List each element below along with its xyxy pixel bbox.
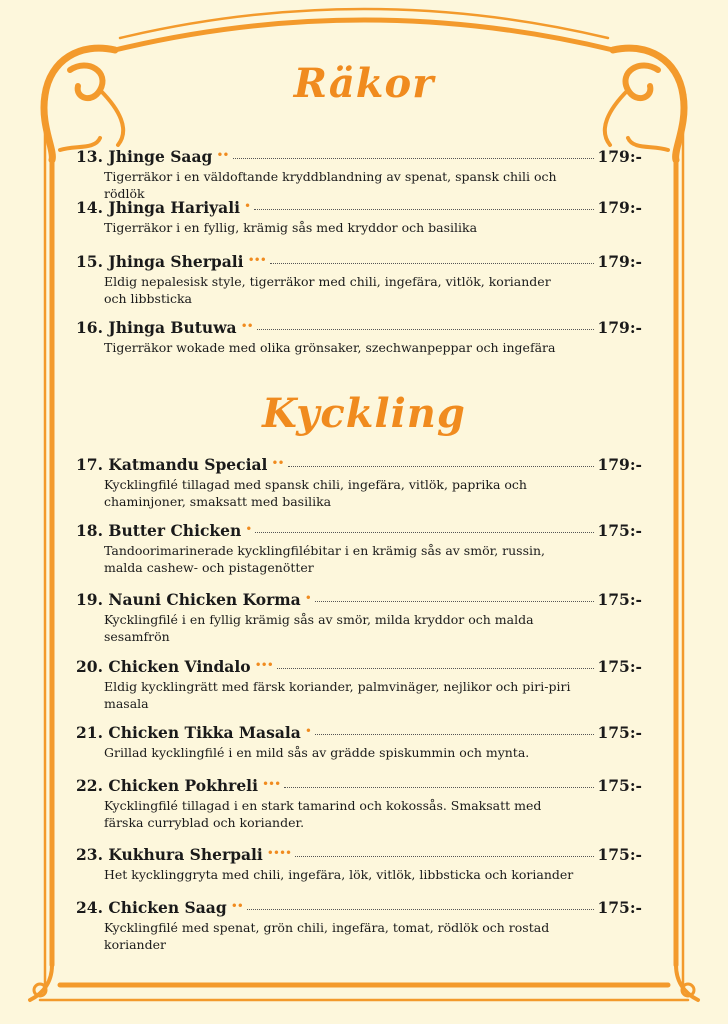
section-title-kyckling: Kyckling [262, 390, 466, 437]
item-description: Grillad kycklingfilé i en mild sås av grädde spiskummin och mynta. [104, 745, 530, 760]
spice-level-icon: • [304, 591, 311, 605]
item-price: 175:- [597, 845, 642, 864]
item-price: 175:- [597, 657, 642, 676]
item-name: 23. Kukhura Sherpali [76, 845, 263, 864]
item-description: Tigerräkor wokade med olika grönsaker, szechwanpeppar och ingefära [104, 340, 556, 355]
menu-item [76, 198, 642, 236]
item-price: 175:- [597, 776, 642, 795]
dot-leader [254, 209, 594, 210]
spice-level-icon: • [243, 199, 251, 213]
item-description: Kycklingfilé tillagad med spansk chili, ingefära, vitlök, paprika och chaminjoner, smaksatt med basilika [104, 477, 527, 509]
menu-item [76, 318, 642, 356]
item-name: 16. Jhinga Butuwa [76, 318, 237, 337]
dot-leader [255, 532, 594, 533]
item-price: 175:- [597, 723, 642, 742]
spice-level-icon: ••• [261, 777, 281, 791]
menu-item [76, 590, 642, 645]
item-name: 22. Chicken Pokhreli [76, 776, 258, 795]
spice-level-icon: • [245, 522, 252, 536]
item-description: Kycklingfilé med spenat, grön chili, ingefära, tomat, rödlök och rostad koriander [104, 920, 550, 952]
dot-leader [257, 329, 595, 330]
item-price: 175:- [597, 590, 642, 609]
item-description: Eldig kycklingrätt med färsk koriander, palmvinäger, nejlikor och piri-piri masala [104, 679, 571, 711]
spice-level-icon: • [304, 724, 311, 738]
spice-level-icon: •• [216, 148, 229, 162]
dot-leader [270, 263, 595, 264]
item-description: Eldig nepalesisk style, tigerräkor med chili, ingefära, vitlök, koriander och libbsticka [104, 274, 551, 306]
item-name: 14. Jhinga Hariyali [76, 198, 240, 217]
item-name: 24. Chicken Saag [76, 898, 227, 917]
menu-item [76, 845, 642, 883]
item-price: 175:- [597, 898, 642, 917]
menu-item [76, 521, 642, 576]
section-title-rakor: Räkor [293, 60, 435, 107]
menu-item [76, 723, 642, 761]
item-price: 179:- [597, 147, 642, 166]
menu-item [76, 147, 642, 202]
item-description: Het kycklinggryta med chili, ingefära, lök, vitlök, libbsticka och koriander [104, 867, 574, 882]
menu-item [76, 776, 642, 831]
menu-item [76, 657, 642, 712]
item-price: 179:- [597, 318, 642, 337]
menu-item [76, 898, 642, 953]
dot-leader [288, 466, 595, 467]
spice-level-icon: ••• [247, 253, 266, 267]
dot-leader [247, 909, 595, 910]
spice-level-icon: •• [230, 899, 243, 913]
spice-level-icon: •••• [266, 846, 292, 860]
item-description: Tandoorimarinerade kycklingfilébitar i en krämig sås av smör, russin, malda cashew- och pistagenötter [104, 543, 546, 575]
spice-level-icon: ••• [254, 658, 273, 672]
item-description: Tigerräkor i en fyllig, krämig sås med kryddor och basilika [104, 220, 478, 235]
menu-item [76, 252, 642, 307]
item-name: 21. Chicken Tikka Masala [76, 723, 301, 742]
menu-item [76, 455, 642, 510]
dot-leader [295, 856, 594, 857]
spice-level-icon: •• [271, 456, 284, 470]
spice-level-icon: •• [240, 319, 253, 333]
dot-leader [315, 601, 595, 602]
dot-leader [277, 668, 595, 669]
item-name: 13. Jhinge Saag [76, 147, 213, 166]
item-price: 179:- [597, 252, 642, 271]
item-name: 17. Katmandu Special [76, 455, 268, 474]
dot-leader [315, 734, 595, 735]
item-price: 179:- [597, 455, 642, 474]
item-name: 18. Butter Chicken [76, 521, 242, 540]
item-description: Kycklingfilé tillagad i en stark tamarind och kokossås. Smaksatt med färska curryblad och koriander. [104, 798, 542, 830]
item-price: 175:- [597, 521, 642, 540]
item-name: 19. Nauni Chicken Korma [76, 590, 301, 609]
item-description: Kycklingfilé i en fyllig krämig sås av smör, milda kryddor och malda sesamfrön [104, 612, 534, 644]
dot-leader [284, 787, 594, 788]
item-description: Tigerräkor i en väldoftande kryddblandning av spenat, spansk chili och rödlök [104, 169, 557, 201]
item-price: 179:- [597, 198, 642, 217]
item-name: 15. Jhinga Sherpali [76, 252, 244, 271]
dot-leader [233, 158, 595, 159]
item-name: 20. Chicken Vindalo [76, 657, 251, 676]
